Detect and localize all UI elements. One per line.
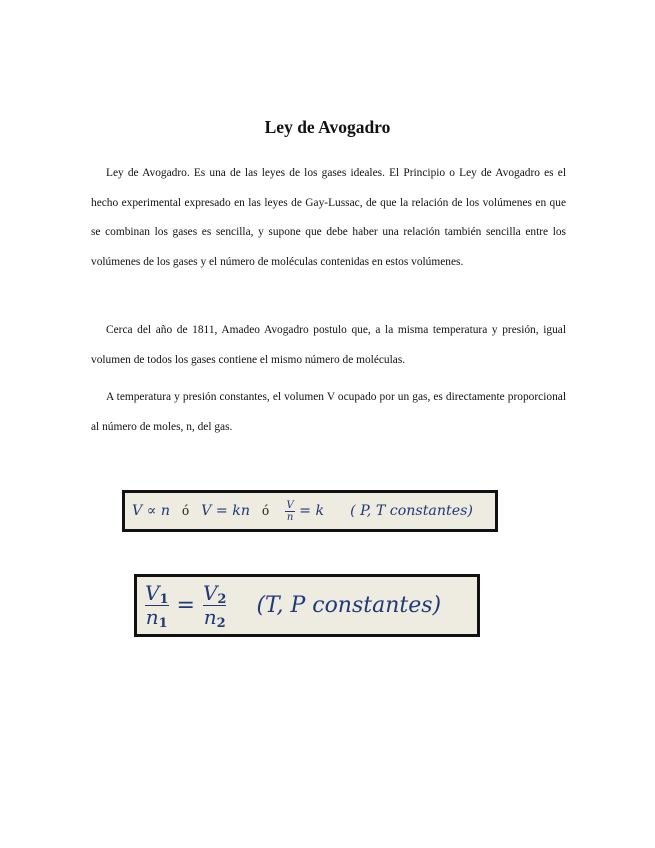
formula-proportionality — [132, 493, 473, 529]
formula-box-proportionality — [122, 490, 498, 532]
formula2-denominator-2: $n_2$ — [203, 605, 226, 631]
formula2-equals: = — [176, 593, 195, 618]
formula1-or-2: ó — [262, 502, 270, 519]
formula1-linear: V = kn — [201, 503, 250, 519]
formula2-condition: (T, P constantes) — [256, 593, 442, 618]
formula-box-ratio — [134, 574, 480, 637]
paragraph-history: Cerca del año de 1811, Amadeo Avogadro postulo que, a la misma temperatura y presión, igual volumen de todos los gases contiene el mismo número de moléculas. — [91, 324, 566, 366]
formula2-numerator-1: $V_1$ — [145, 581, 169, 607]
formula2-fraction-1 — [145, 582, 169, 629]
page-title: Ley de Avogadro — [264, 117, 391, 137]
formula1-or-1: ó — [182, 502, 190, 519]
formula-ratio — [145, 577, 441, 634]
formula1-numerator: V — [286, 499, 294, 511]
paragraph-proportionality: A temperatura y presión constantes, el volumen V ocupado por un gas, es directamente proporcional al número de moles, n, del gas. — [91, 391, 566, 433]
paragraph-definition: Ley de Avogadro. Es una de las leyes de los gases ideales. El Principio o Ley de Avogadro es el hecho experimental expresado en las leyes de Gay-Lussac, de que la relación de los volúmenes en que se combinan los gases es sencilla, y supone que debe haber una relación también sencilla entre los volúmenes de los gases y el número de moléculas contenidas en estos volúmenes. — [91, 167, 566, 268]
formula1-condition: ( P, T constantes) — [350, 503, 473, 519]
formula1-equals-k: = k — [299, 503, 325, 519]
formula1-proportional: V ∝ n — [132, 503, 171, 519]
formula2-numerator-2: $V_2$ — [202, 581, 227, 607]
formula2-denominator-1: $n_1$ — [145, 605, 168, 631]
formula1-denominator: n — [286, 511, 294, 523]
formula1-fraction — [285, 500, 295, 523]
formula2-fraction-2 — [203, 582, 227, 629]
